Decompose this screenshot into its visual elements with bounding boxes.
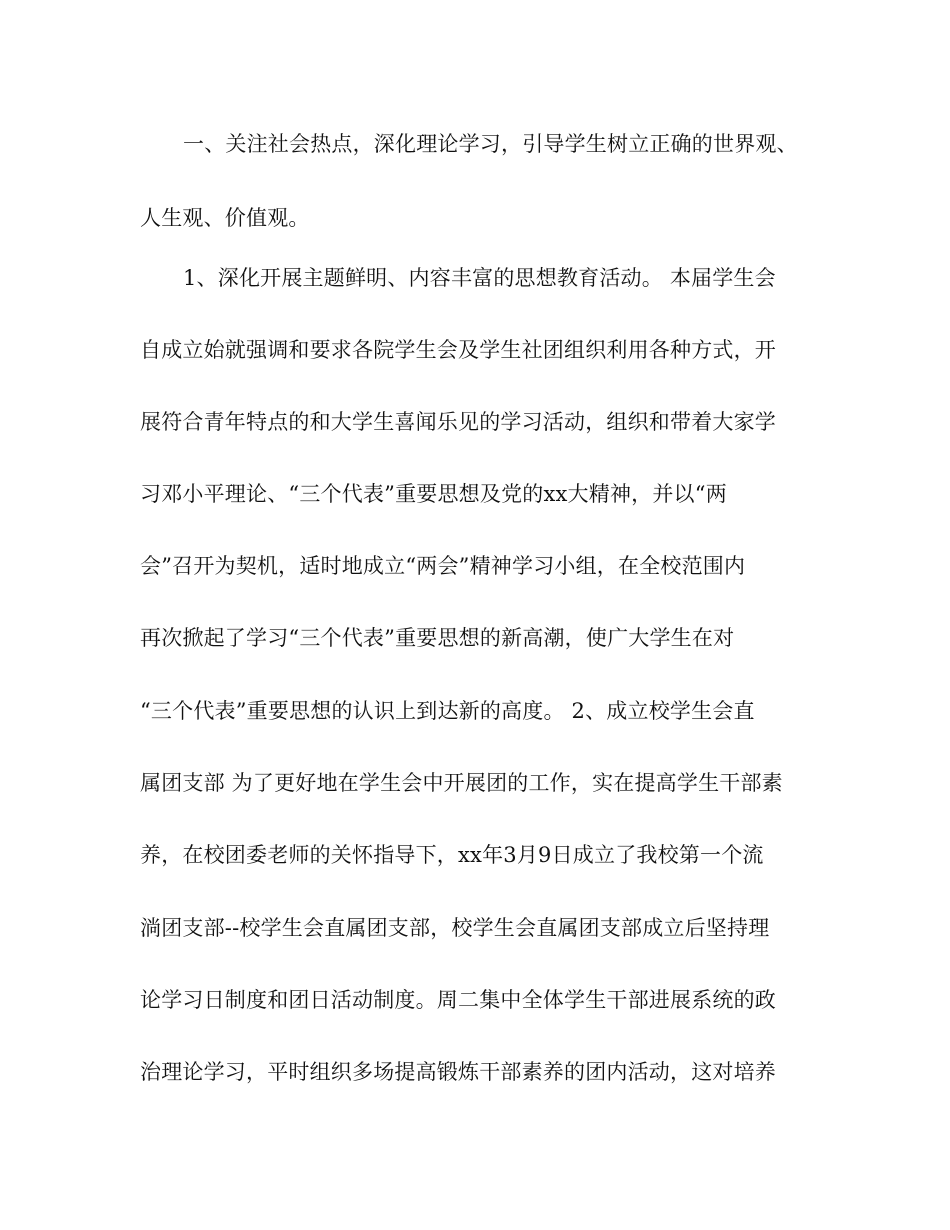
text-line: 再次掀起了学习“三个代表”重要思想的新高潮，使广大学生在对 <box>140 626 735 650</box>
text-line: 会”召开为契机，适时地成立“两会”精神学习小组，在全校范围内 <box>140 554 746 578</box>
text-line: 自成立始就强调和要求各院学生会及学生社团组织利用各种方式，开 <box>140 338 776 362</box>
text-line: 属团支部 为了更好地在学生会中开展团的工作，实在提高学生干部素 <box>140 771 783 795</box>
text-line: 论学习日制度和团日活动制度。周二集中全体学生干部进展系统的政 <box>140 988 776 1012</box>
text-line: 展符合青年特点的和大学生喜闻乐见的学习活动，组织和带着大家学 <box>140 410 776 434</box>
text-line: 习邓小平理论、“三个代表”重要思想及党的xx大精神，并以“两 <box>140 482 727 506</box>
text-line: “三个代表”重要思想的认识上到达新的高度。 2、成立校学生会直 <box>140 699 755 723</box>
text-line: 治理论学习，平时组织多场提高锻炼干部素养的团内活动，这对培养 <box>140 1060 776 1084</box>
text-line: 养，在校团委老师的关怀指导下，xx年3月9日成立了我校第一个流 <box>140 843 764 867</box>
text-line: 一、关注社会热点，深化理论学习，引导学生树立正确的世界观、 <box>183 132 798 156</box>
text-line: 人生观、价值观。 <box>140 206 310 230</box>
text-line: 1、深化开展主题鲜明、内容丰富的思想教育活动。 本届学生会 <box>183 266 776 290</box>
text-line: 淌团支部--校学生会直属团支部，校学生会直属团支部成立后坚持理 <box>140 916 770 940</box>
